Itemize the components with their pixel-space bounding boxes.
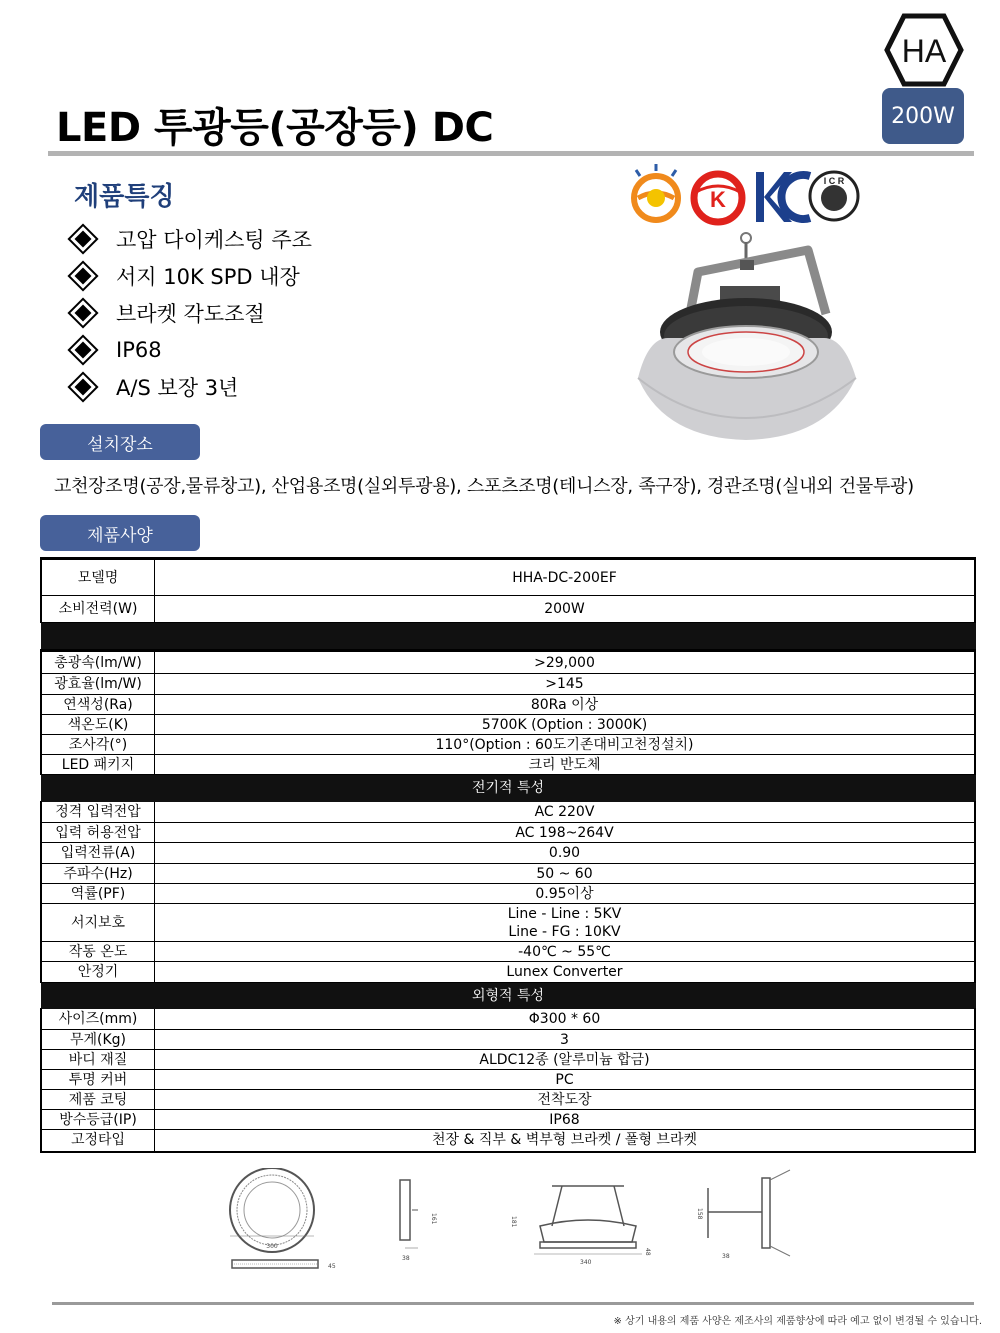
table-row	[41, 904, 975, 942]
technical-drawings	[222, 1168, 802, 1278]
table-row	[41, 651, 975, 674]
physical-section-header: 외형적 특성	[41, 983, 975, 1009]
spec-key: 입력 허용전압	[41, 823, 155, 843]
kc-logo-icon	[756, 172, 810, 222]
top-view-drawing	[230, 1168, 336, 1270]
brand-mark-text: HA	[901, 33, 947, 69]
spec-value: AC 220V	[155, 802, 976, 823]
kc-safety-icon	[694, 174, 742, 222]
table-row	[41, 596, 975, 623]
spec-value: 천장 & 직부 & 벽부형 브라켓 / 폴형 브라켓	[155, 1130, 976, 1152]
diamond-bullet-icon	[67, 260, 98, 291]
spec-key: 작동 온도	[41, 942, 155, 962]
spec-key: 사이즈(mm)	[41, 1009, 155, 1030]
spec-value: 3	[155, 1030, 976, 1050]
table-row	[41, 1090, 975, 1110]
optical-section-header	[41, 623, 975, 651]
footer-divider	[52, 1302, 974, 1305]
install-location-text: 고천장조명(공장,물류창고), 산업용조명(실외투광용), 스포츠조명(테니스장, 족구장), 경관조명(실내외 건물투광)	[54, 476, 914, 497]
svg-text:300: 300	[266, 1243, 278, 1250]
table-row	[41, 823, 975, 843]
feature-item: 서지 10K SPD 내장	[66, 257, 312, 294]
table-row	[41, 962, 975, 983]
surge-line-1: Line - Line : 5KV	[507, 905, 622, 922]
spec-key: 모델명	[41, 559, 155, 596]
spec-value: 전착도장	[155, 1090, 976, 1110]
spec-key: 총광속(lm/W)	[41, 651, 155, 674]
spec-value: 5700K (Option : 3000K)	[155, 715, 976, 735]
product-lamp-image	[628, 228, 864, 444]
diamond-bullet-icon	[67, 371, 98, 402]
svg-text:48: 48	[644, 1248, 651, 1256]
brand-hex-logo	[884, 12, 964, 88]
spec-table	[40, 557, 976, 1153]
spec-key: 제품 코팅	[41, 1090, 155, 1110]
svg-text:45: 45	[328, 1263, 336, 1270]
table-row	[41, 755, 975, 775]
spec-value: 80Ra 이상	[155, 695, 976, 715]
svg-text:38: 38	[722, 1253, 730, 1260]
spec-key: LED 패키지	[41, 755, 155, 775]
spec-key: 고정타입	[41, 1130, 155, 1152]
table-row	[41, 884, 975, 904]
spec-value: 크리 반도체	[155, 755, 976, 775]
svg-text:38: 38	[402, 1255, 410, 1262]
spec-key: 서지보호	[41, 904, 155, 942]
spec-value: 200W	[155, 596, 976, 623]
table-row	[41, 1050, 975, 1070]
spec-key: 입력전류(A)	[41, 843, 155, 864]
table-row	[41, 802, 975, 823]
front-view-drawing	[510, 1186, 651, 1266]
side-view-drawing	[400, 1180, 437, 1262]
spec-value: IP68	[155, 1110, 976, 1130]
spec-value: >29,000	[155, 651, 976, 674]
title-divider	[48, 151, 974, 156]
table-row	[41, 559, 975, 596]
section-header-row	[41, 983, 975, 1009]
spec-value: 110°(Option : 60도기존대비고천정설치)	[155, 735, 976, 755]
table-row	[41, 715, 975, 735]
spec-value: -40℃ ~ 55℃	[155, 942, 976, 962]
surge-line-2: Line - FG : 10KV	[508, 923, 621, 940]
section-header-row	[41, 775, 975, 802]
spec-value: 0.90	[155, 843, 976, 864]
spec-key: 무게(Kg)	[41, 1030, 155, 1050]
spec-key: 광효율(lm/W)	[41, 674, 155, 695]
table-row	[41, 1030, 975, 1050]
spec-key: 방수등급(IP)	[41, 1110, 155, 1130]
diamond-bullet-icon	[67, 297, 98, 328]
table-row	[41, 1009, 975, 1030]
page-title: LED 투광등(공장등) DC	[56, 105, 494, 151]
e-mark-icon	[634, 164, 678, 220]
spec-value: ALDC12종 (알루미늄 합금)	[155, 1050, 976, 1070]
spec-value: 50 ~ 60	[155, 864, 976, 884]
install-location-label: 설치장소	[40, 424, 200, 460]
table-row	[41, 843, 975, 864]
feature-item: IP68	[66, 331, 312, 368]
section-header-row	[41, 623, 975, 651]
features-list	[66, 220, 312, 405]
spec-key: 연색성(Ra)	[41, 695, 155, 715]
spec-value: Φ300 * 60	[155, 1009, 976, 1030]
spec-key: 색온도(K)	[41, 715, 155, 735]
table-row	[41, 695, 975, 715]
spec-key: 조사각(°)	[41, 735, 155, 755]
spec-value: AC 198~264V	[155, 823, 976, 843]
svg-text:K: K	[710, 187, 726, 212]
spec-key: 주파수(Hz)	[41, 864, 155, 884]
svg-text:161: 161	[430, 1213, 437, 1225]
feature-item: A/S 보장 3년	[66, 368, 312, 405]
spec-key: 역률(PF)	[41, 884, 155, 904]
table-row	[41, 942, 975, 962]
icr-icon	[810, 172, 858, 220]
spec-value: HHA-DC-200EF	[155, 559, 976, 596]
spec-value: Lunex Converter	[155, 962, 976, 983]
svg-text:340: 340	[580, 1259, 592, 1266]
wattage-badge: 200W	[882, 88, 964, 144]
table-row	[41, 735, 975, 755]
bracket-view-drawing	[696, 1170, 790, 1260]
feature-item: 고압 다이케스팅 주조	[66, 220, 312, 257]
spec-key: 정격 입력전압	[41, 802, 155, 823]
spec-key: 안정기	[41, 962, 155, 983]
svg-text:I C R: I C R	[823, 176, 845, 186]
svg-text:181: 181	[510, 1216, 517, 1228]
certification-marks	[624, 162, 864, 228]
electrical-section-header: 전기적 특성	[41, 775, 975, 802]
svg-text:158: 158	[696, 1208, 703, 1220]
spec-key: 바디 재질	[41, 1050, 155, 1070]
spec-value: 0.95이상	[155, 884, 976, 904]
spec-key: 투명 커버	[41, 1070, 155, 1090]
table-row	[41, 1110, 975, 1130]
table-row	[41, 864, 975, 884]
table-row	[41, 1130, 975, 1152]
spec-value	[155, 904, 976, 942]
table-row	[41, 674, 975, 695]
spec-label: 제품사양	[40, 515, 200, 551]
spec-value: PC	[155, 1070, 976, 1090]
footer-disclaimer: ※ 상기 내용의 제품 사양은 제조사의 제품향상에 따라 예고 없이 변경될 수 있습니다.	[613, 1316, 982, 1327]
diamond-bullet-icon	[67, 334, 98, 365]
features-title: 제품특징	[74, 182, 175, 212]
feature-item: 브라켓 각도조절	[66, 294, 312, 331]
spec-key: 소비전력(W)	[41, 596, 155, 623]
diamond-bullet-icon	[67, 223, 98, 254]
table-row	[41, 1070, 975, 1090]
spec-value: >145	[155, 674, 976, 695]
